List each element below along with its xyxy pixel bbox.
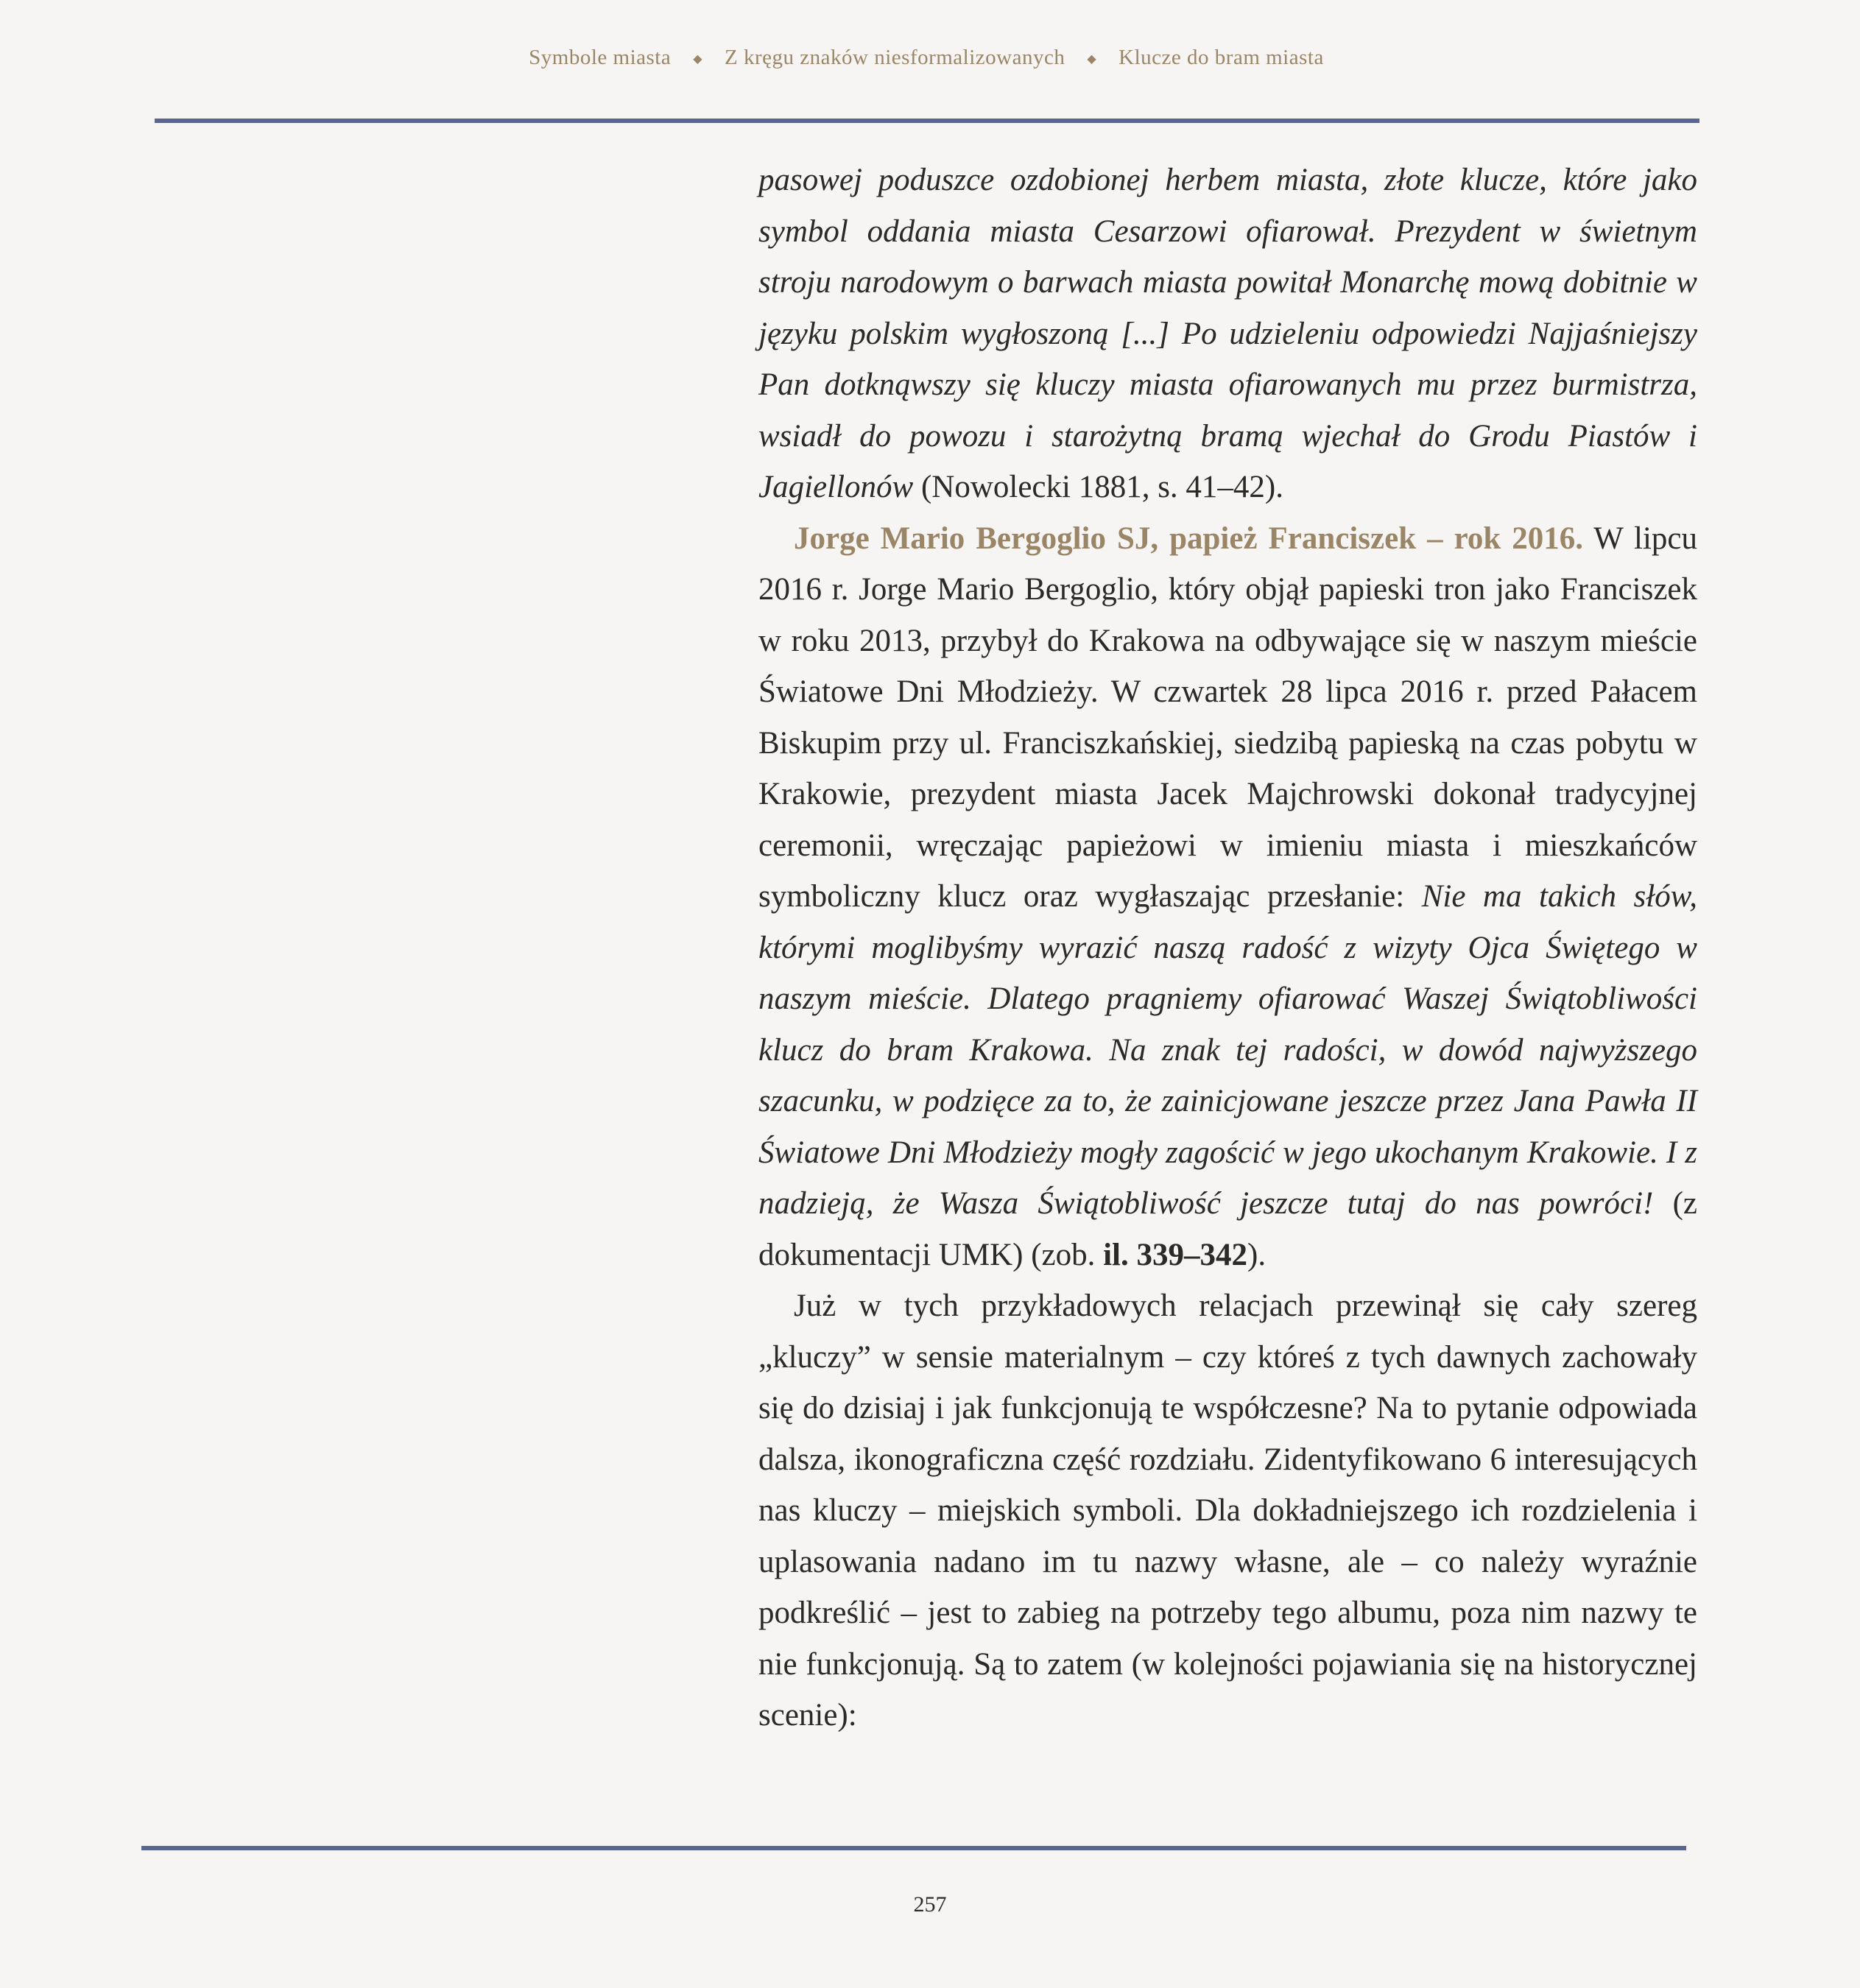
header-crumb-subsection: Z kręgu znaków niesformalizowanych bbox=[725, 46, 1065, 69]
paragraph-quote-continuation bbox=[758, 155, 1697, 513]
header-crumb-chapter: Klucze do bram miasta bbox=[1119, 46, 1324, 69]
bottom-rule-divider bbox=[141, 1846, 1686, 1850]
top-rule-divider bbox=[155, 119, 1699, 123]
paragraph-body-text: Już w tych przykładowych relacjach przewinął się cały szereg „kluczy” w sensie materialnym – czy któreś z tych dawnych zachowały się do dzisiaj i jak funkcjonują te współczesne? Na to pytanie odpowiada dalsza, ikonograficzna część rozdziału. Zidentyfikowano 6 interesujących nas kluczy – miejskich symboli. Dla dokładniejszego ich rozdzielenia i uplasowania nadano im tu nazwy własne, ale – co należy wyraźnie podkreślić – jest to zabieg na potrzeby tego albumu, poza nim nazwy te nie funkcjonują. Są to zatem (w kolejności pojawiania się na historycznej scenie): bbox=[758, 1289, 1697, 1733]
citation-text: (Nowolecki 1881, s. 41–42). bbox=[913, 470, 1283, 504]
paragraph-franciszek bbox=[758, 513, 1697, 1281]
header-separator-diamond-icon: ◆ bbox=[693, 53, 703, 66]
paragraph-body-text: W lipcu 2016 r. Jorge Mario Bergoglio, który objął papieski tron jako Franciszek w roku 2013, przybył do Krakowa na odbywające się w naszym mieście Światowe Dni Młodzieży. W czwartek 28 lipca 2016 r. przed Pałacem Biskupim przy ul. Franciszkańskiej, siedzibą papieską na czas pobytu w Krakowie, prezydent miasta Jacek Majchrowski dokonał tradycyjnej ceremonii, wręczając papieżowi w imieniu miasta i mieszkańców symboliczny klucz oraz wygłaszając przesłanie: bbox=[758, 521, 1697, 914]
paragraph-keys-summary bbox=[758, 1280, 1697, 1741]
main-text-block bbox=[758, 155, 1697, 1741]
illustration-reference: il. 339–342 bbox=[1103, 1237, 1248, 1272]
source-note-text: (z dokumentacji UMK) (zob. bbox=[758, 1186, 1697, 1272]
source-note-close: ). bbox=[1247, 1237, 1267, 1272]
header-separator-diamond-icon: ◆ bbox=[1087, 53, 1097, 66]
speech-quote-italic: Nie ma takich słów, którymi moglibyśmy wyrazić naszą radość z wizyty Ojca Świętego w naszym mieście. Dlatego pragniemy ofiarować Waszej Świątobliwości klucz do bram Krakowa. Na znak tej radości, w dowód najwyższego szacunku, w podzięce za to, że zainicjowane jeszcze przez Jana Pawła II Światowe Dni Młodzieży mogły zagościć w jego ukochanym Krakowie. I z nadzieją, że Wasza Świątobliwość jeszcze tutaj do nas powróci! bbox=[758, 879, 1697, 1221]
run-in-heading: Jorge Mario Bergoglio SJ, papież Franciszek – rok 2016. bbox=[794, 521, 1584, 556]
quote-italic-text: pasowej poduszce ozdobionej herbem miasta, złote klucze, które jako symbol oddania miasta Cesarzowi ofiarował. Prezydent w świetnym stroju narodowym o barwach miasta powitał Monarchę mową dobitnie w języku polskim wygłoszoną [...] Po udzieleniu odpowiedzi Najjaśniejszy Pan dotknąwszy się kluczy miasta ofiarowanych mu przez burmistrza, wsiadł do powozu i starożytną bramą wjechał do Grodu Piastów i Jagiellonów bbox=[758, 163, 1697, 504]
running-header bbox=[155, 46, 1698, 70]
header-crumb-section: Symbole miasta bbox=[529, 46, 672, 69]
page-number: 257 bbox=[913, 1892, 947, 1917]
